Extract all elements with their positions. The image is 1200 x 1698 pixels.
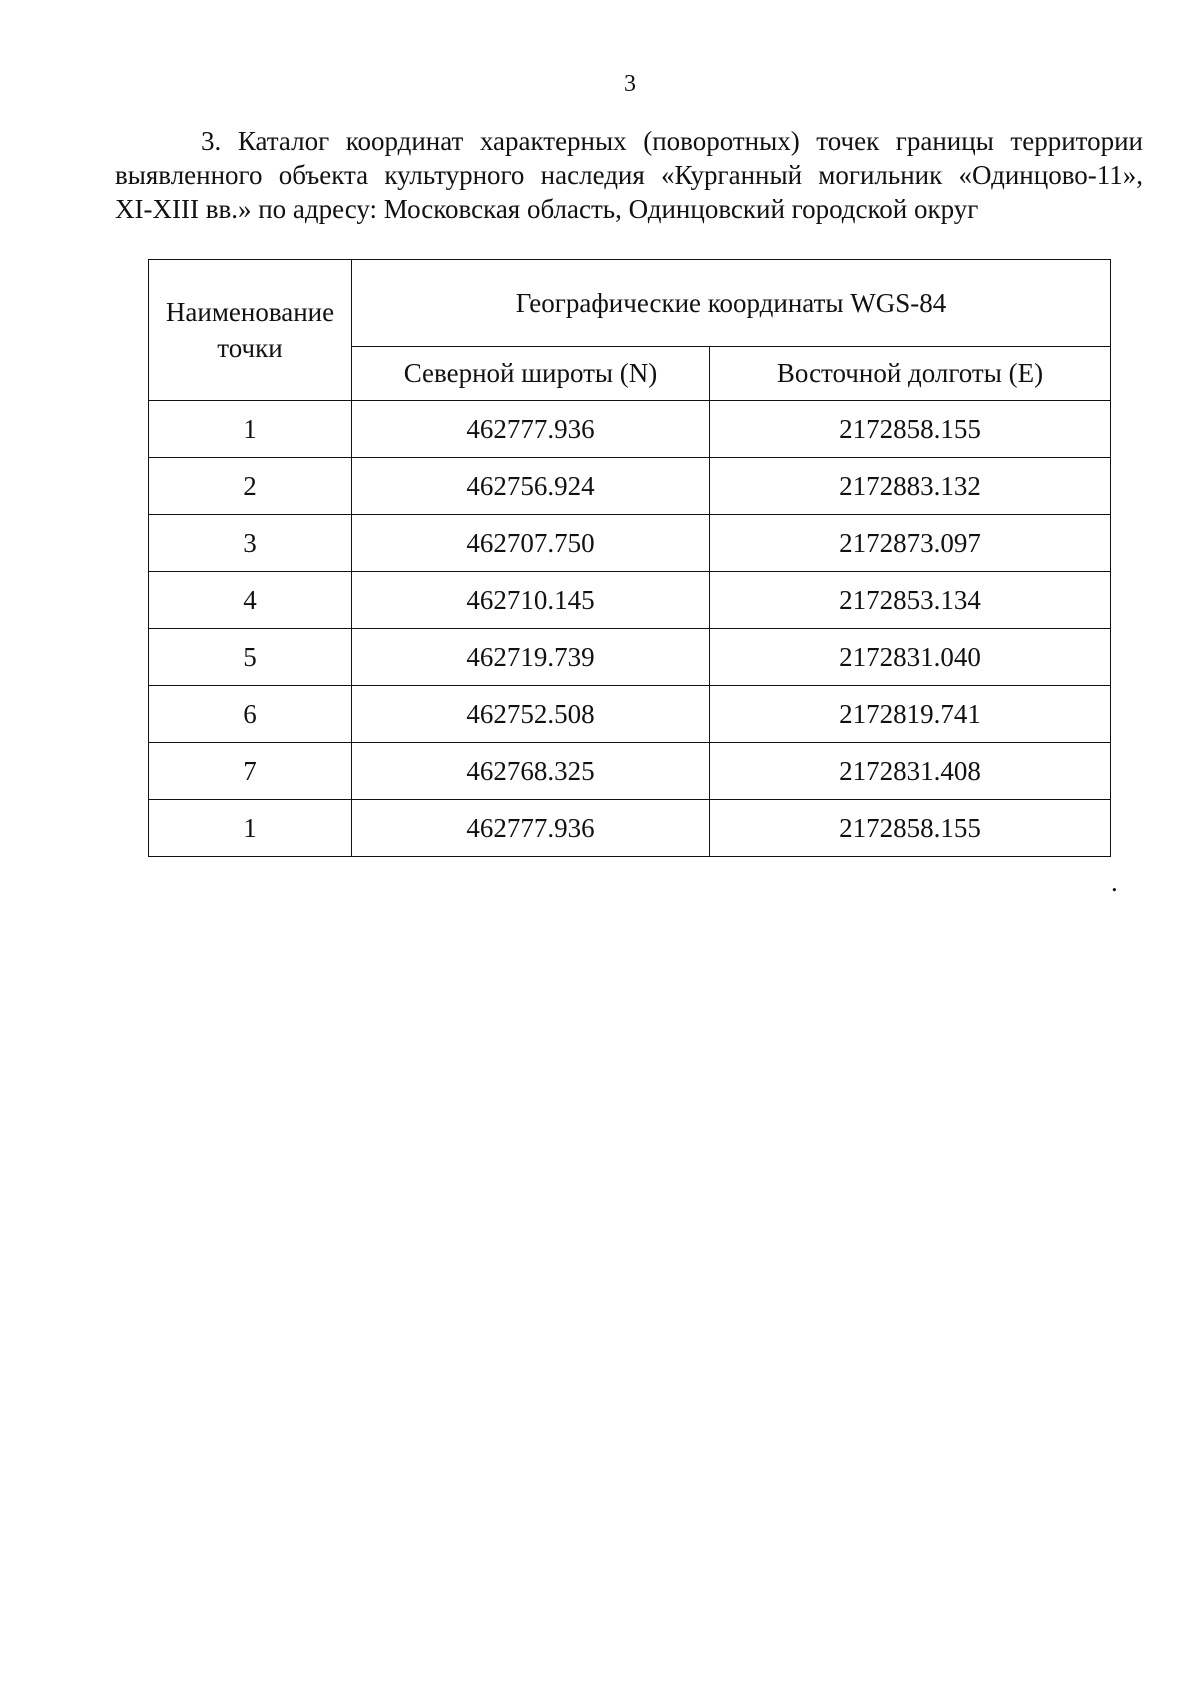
point-cell: 1	[149, 800, 352, 857]
east-cell: 2172858.155	[710, 800, 1111, 857]
north-cell: 462719.739	[352, 629, 710, 686]
table-row	[149, 458, 1111, 515]
east-cell: 2172883.132	[710, 458, 1111, 515]
east-cell: 2172853.134	[710, 572, 1111, 629]
east-cell: 2172831.408	[710, 743, 1111, 800]
table-row	[149, 572, 1111, 629]
table-row	[149, 629, 1111, 686]
document-heading	[115, 124, 1143, 226]
point-cell: 5	[149, 629, 352, 686]
heading-line-2: выявленного объекта культурного наследия «Курганный могильник «Одинцово-11»,	[115, 160, 1143, 190]
point-cell: 6	[149, 686, 352, 743]
north-cell: 462777.936	[352, 800, 710, 857]
table-row	[149, 743, 1111, 800]
north-latitude-header: Северной широты (N)	[352, 347, 710, 401]
north-cell: 462752.508	[352, 686, 710, 743]
east-cell: 2172831.040	[710, 629, 1111, 686]
point-name-header-line-1: Наименование	[165, 297, 335, 327]
point-cell: 3	[149, 515, 352, 572]
trailing-period: .	[1111, 867, 1118, 897]
point-cell: 4	[149, 572, 352, 629]
page-number: 3	[624, 71, 636, 97]
point-cell: 2	[149, 458, 352, 515]
point-cell: 7	[149, 743, 352, 800]
east-cell: 2172858.155	[710, 401, 1111, 458]
north-cell: 462768.325	[352, 743, 710, 800]
table-header-row	[149, 260, 1111, 347]
north-cell: 462707.750	[352, 515, 710, 572]
coordinates-table	[148, 259, 1111, 857]
point-cell: 1	[149, 401, 352, 458]
north-cell: 462710.145	[352, 572, 710, 629]
point-name-header-line-2: точки	[217, 333, 283, 363]
heading-line-1: 3. Каталог координат характерных (поворотных) точек границы территории	[201, 126, 1143, 156]
table-row	[149, 515, 1111, 572]
table-row	[149, 686, 1111, 743]
north-cell: 462756.924	[352, 458, 710, 515]
point-name-header	[149, 260, 352, 401]
east-cell: 2172873.097	[710, 515, 1111, 572]
north-cell: 462777.936	[352, 401, 710, 458]
coordinates-system-header: Географические координаты WGS-84	[352, 260, 1111, 347]
east-cell: 2172819.741	[710, 686, 1111, 743]
table-row	[149, 800, 1111, 857]
heading-line-3: XI-XIII вв.» по адресу: Московская область, Одинцовский городской округ	[115, 194, 979, 224]
east-longitude-header: Восточной долготы (E)	[710, 347, 1111, 401]
table-row	[149, 401, 1111, 458]
